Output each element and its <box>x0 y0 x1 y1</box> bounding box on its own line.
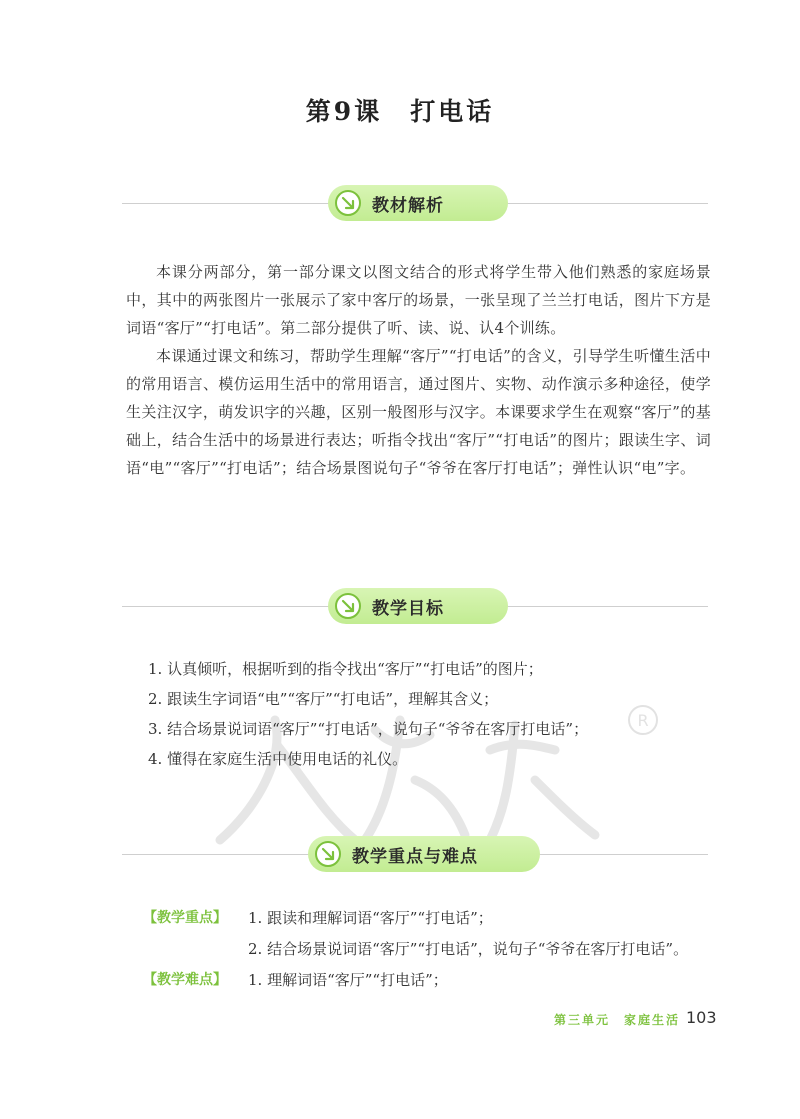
arrow-badge-icon <box>335 593 361 619</box>
arrow-badge-icon <box>335 190 361 216</box>
section-pill <box>308 836 540 872</box>
section-pill <box>328 588 508 624</box>
difficulty-item: 1. 理解词语“客厅”“打电话”； <box>248 971 448 989</box>
list-item: 4. 懂得在家庭生活中使用电话的礼仪。 <box>148 750 408 768</box>
section-header-keypoints <box>122 836 708 872</box>
svg-text:R: R <box>637 711 649 730</box>
section-title: 教学重点与难点 <box>352 846 478 867</box>
list-item: 3. 结合场景说词语“客厅”“打电话”，说句子“爷爷在客厅打电话”； <box>148 720 589 738</box>
objectives-list <box>148 654 708 774</box>
section-title: 教学目标 <box>372 598 444 619</box>
difficulty-label: 【教学难点】 <box>143 972 227 988</box>
arrow-badge-icon <box>315 841 341 867</box>
section-header-materials <box>122 185 708 221</box>
footer-unit-label: 第三单元 家庭生活 <box>553 1013 680 1027</box>
materials-paragraph-2: 本课通过课文和练习，帮助学生理解“客厅”“打电话”的含义，引导学生听懂生活中的常用语言、模仿运用生活中的常用语言，通过图片、实物、动作演示多种途径，使学生关注汉字，萌发识字的兴趣，区别一般图形与汉字。本课要求学生在观察“客厅”的基础上，结合生活中的场景进行表达；听指令找出“客厅”“打电话”的图片；跟读生字、词语“电”“客厅”“打电话”；结合场景图说句子“爷爷在客厅打电话”；弹性认识“电”字。 <box>126 347 711 477</box>
lesson-title: 第9课 打电话 <box>305 97 495 126</box>
list-item: 1. 认真倾听，根据听到的指令找出“客厅”“打电话”的图片； <box>148 660 543 678</box>
focus-label: 【教学重点】 <box>143 910 227 926</box>
materials-paragraph-1: 本课分两部分，第一部分课文以图文结合的形式将学生带入他们熟悉的家庭场景中，其中的两张图片一张展示了家中客厅的场景，一张呈现了兰兰打电话，图片下方是词语“客厅”“打电话”。第二部分提供了听、读、说、认4个训练。 <box>126 263 711 337</box>
section-title: 教材解析 <box>372 195 444 216</box>
list-item: 2. 跟读生字词语“电”“客厅”“打电话”，理解其含义； <box>148 690 499 708</box>
section-pill <box>328 185 508 221</box>
focus-item: 2. 结合场景说词语“客厅”“打电话”，说句子“爷爷在客厅打电话”。 <box>248 940 689 958</box>
focus-item: 1. 跟读和理解词语“客厅”“打电话”； <box>248 909 493 927</box>
page-number: 103 <box>686 1008 717 1027</box>
section-header-goals <box>122 588 708 624</box>
